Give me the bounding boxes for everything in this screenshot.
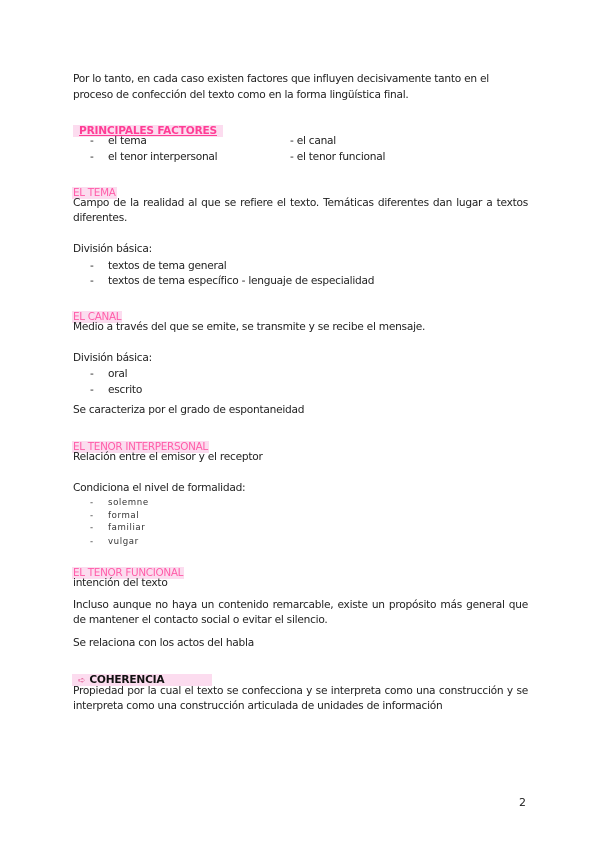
intro-line-2: proceso de confección del texto como en la forma lingüística final. xyxy=(73,89,409,101)
tema-heading: EL TEMA xyxy=(73,187,116,199)
page-number: 2 xyxy=(519,796,526,809)
formalidad-item-familiar: - familiar xyxy=(90,523,146,533)
formalidad-item-formal: - formal xyxy=(90,511,140,521)
canal-description: Medio a través del que se emite, se transmite y se recibe el mensaje. xyxy=(73,321,426,333)
tema-item-especifico: - textos de tema específico - lenguaje de especialidad xyxy=(90,275,375,287)
factores-heading-text: PRINCIPALES FACTORES xyxy=(73,125,223,137)
factores-item-canal: - el canal xyxy=(290,135,336,147)
canal-heading: EL CANAL xyxy=(73,311,122,323)
canal-item-oral: - oral xyxy=(90,368,128,380)
canal-item-escrito: - escrito xyxy=(90,384,143,396)
tenor-interpersonal-description: Relación entre el emisor y el receptor xyxy=(73,451,263,463)
tenor-funcional-actos: Se relaciona con los actos del habla xyxy=(73,637,254,649)
tenor-funcional-paragraph: Incluso aunque no haya un contenido remarcable, existe un propósito más general que de mantener el contacto social o evitar el silencio. xyxy=(73,599,528,626)
tema-description: Campo de la realidad al que se refiere el texto. Temáticas diferentes dan lugar a textos diferentes. xyxy=(73,197,528,224)
factores-item-tenor-interpersonal: - el tenor interpersonal xyxy=(90,151,218,163)
tenor-interpersonal-heading: EL TENOR INTERPERSONAL xyxy=(73,441,208,453)
formalidad-item-solemne: - solemne xyxy=(90,498,149,508)
arrow-bullet-icon: ➪ xyxy=(78,676,86,686)
formalidad-item-vulgar: - vulgar xyxy=(90,537,139,547)
tema-division-label: División básica: xyxy=(73,243,152,255)
tenor-funcional-heading: EL TENOR FUNCIONAL xyxy=(73,567,184,579)
tema-item-general: - textos de tema general xyxy=(90,260,227,272)
canal-division-label: División básica: xyxy=(73,352,152,364)
intro-line-1: Por lo tanto, en cada caso existen factores que influyen decisivamente tanto en el xyxy=(73,73,489,85)
factores-item-tenor-funcional: - el tenor funcional xyxy=(290,151,386,163)
canal-note: Se caracteriza por el grado de espontaneidad xyxy=(73,404,305,416)
tenor-interpersonal-condiciona: Condiciona el nivel de formalidad: xyxy=(73,482,246,494)
coherencia-heading: ➪ COHERENCIA xyxy=(72,668,212,688)
coherencia-description: Propiedad por la cual el texto se confecciona y se interpreta como una construcción y se interpreta como una construcción articulada de unidades de información xyxy=(73,685,528,712)
tenor-funcional-description: intención del texto xyxy=(73,577,168,589)
factores-item-tema: - el tema xyxy=(90,135,147,147)
